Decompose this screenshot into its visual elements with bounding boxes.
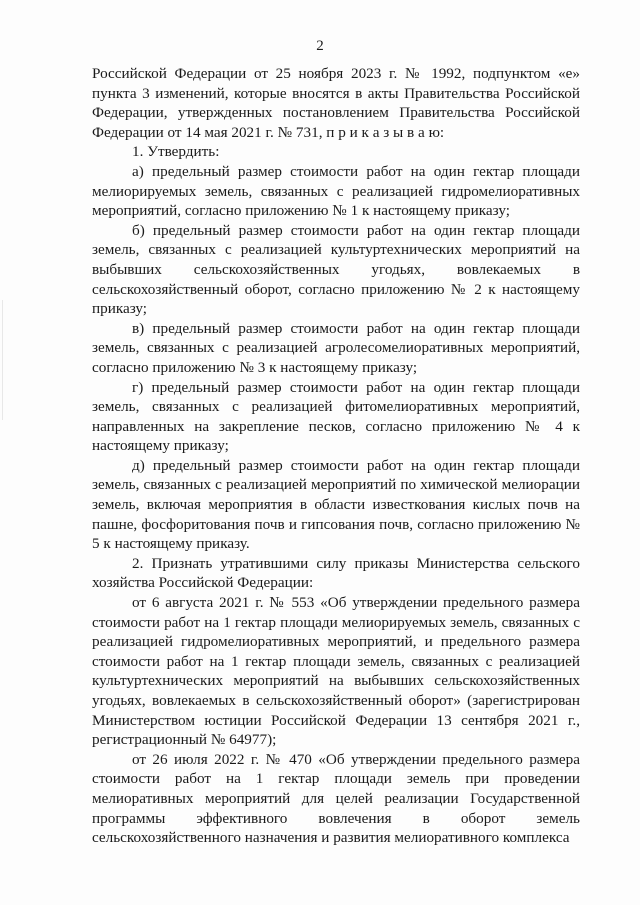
scan-edge-mark	[2, 300, 3, 420]
paragraph-item-1-heading: 1. Утвердить:	[132, 143, 220, 161]
paragraph-item-1g: г) предельный размер стоимости работ на один гектар площади земель, связанных с реализацией фитомелиоративных мероприятий, направленных на закрепление песков, согласно приложению № 4 к настоящему приказу;	[92, 378, 580, 455]
paragraph-repealed-order-553: от 6 августа 2021 г. № 553 «Об утверждении предельного размера стоимости работ на 1 гектар площади мелиорируемых земель, связанных с реализацией гидромелиоративных мероприятий, и предельного размера стоимости работ на 1 гектар площади земель, связанных с реализацией культуртехнических мероприятий на выбывших сельскохозяйственных угодьях, вовлекаемых в сельскохозяйственный оборот» (зарегистрирован Министерством юстиции Российской Федерации 13 сентября 2021 г., регистрационный № 64977);	[92, 594, 580, 749]
paragraph-item-1d: д) предельный размер стоимости работ на один гектар площади земель, связанных с реализацией мероприятий по химической мелиорации земель, включая мероприятия в области известкования кислых почв на пашне, фосфоритования почв и гипсования почв, согласно приложению № 5 к настоящему приказу.	[92, 456, 580, 553]
paragraph-item-1b: б) предельный размер стоимости работ на один гектар площади земель, связанных с реализацией культуртехнических мероприятий на выбывших сельскохозяйственных угодьях, вовлекаемых в сельскохозяйственный оборот, согласно приложению № 2 к настоящему приказу;	[92, 221, 580, 318]
paragraph-item-2-heading: 2. Признать утратившими силу приказы Министерства сельского хозяйства Российской Федерации:	[92, 554, 580, 592]
paragraph-item-1a: а) предельный размер стоимости работ на один гектар площади мелиорируемых земель, связанных с реализацией гидромелиоративных мероприятий, согласно приложению № 1 к настоящему приказу;	[92, 162, 580, 220]
paragraph-preamble-continuation: Российской Федерации от 25 ноября 2023 г. № 1992, подпунктом «е» пункта 3 изменений, которые вносятся в акты Правительства Российской Федерации, утвержденных постановлением Правительства Российской Федерации от 14 мая 2021 г. № 731, п р и к а з ы в а ю:	[92, 65, 580, 141]
paragraph-item-1v: в) предельный размер стоимости работ на один гектар площади земель, связанных с реализацией агролесомелиоративных мероприятий, согласно приложению № 3 к настоящему приказу;	[92, 319, 580, 376]
document-body	[92, 64, 580, 848]
page-number: 2	[316, 38, 324, 54]
paragraph-repealed-order-470: от 26 июля 2022 г. № 470 «Об утверждении предельного размера стоимости работ на 1 гектар площади земель при проведении мелиоративных мероприятий для целей реализации Государственной программы эффективного вовлечения в оборот земель сельскохозяйственного назначения и развития мелиоративного комплекса	[92, 750, 580, 847]
